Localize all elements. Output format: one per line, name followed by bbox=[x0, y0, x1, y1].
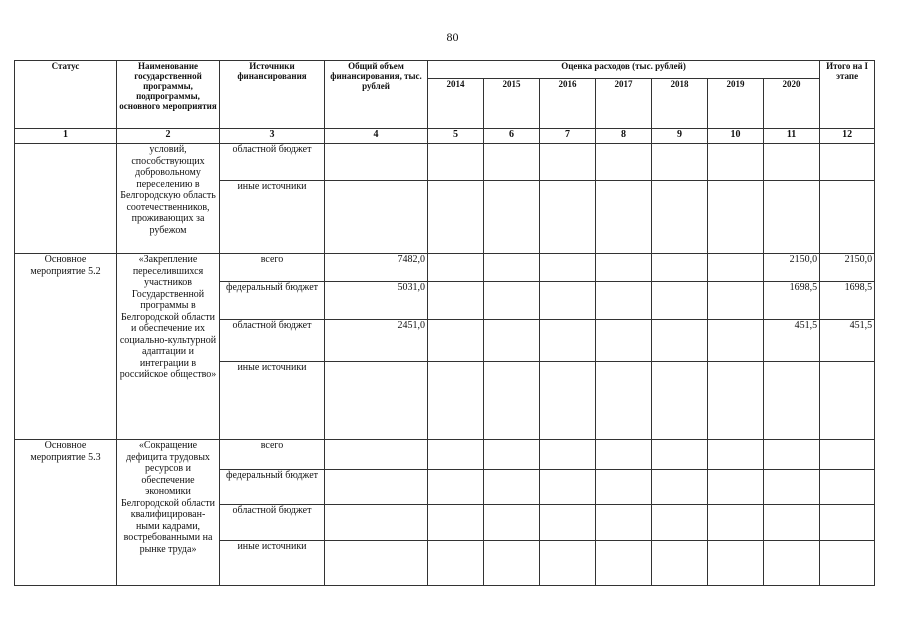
total-cell bbox=[325, 505, 428, 541]
stage-total-cell: 2150,0 bbox=[820, 254, 875, 282]
header-estimate: Оценка расходов (тыс. рублей) bbox=[428, 61, 820, 79]
event-name-cell: «Сокращение дефицита трудовых ресурсов и обеспечение экономики Белгородской области квалифицирован-ными кадрами, востребованными на рынке труда» bbox=[117, 440, 220, 586]
stage-total-cell bbox=[820, 362, 875, 440]
total-cell: 7482,0 bbox=[325, 254, 428, 282]
header-year: 2014 bbox=[428, 79, 484, 129]
year-2020-cell bbox=[764, 440, 820, 470]
year-2020-cell bbox=[764, 470, 820, 505]
header-stage-total: Итого на I этапе bbox=[820, 61, 875, 129]
total-cell: 5031,0 bbox=[325, 282, 428, 320]
stage-total-cell bbox=[820, 505, 875, 541]
year-2020-cell bbox=[764, 505, 820, 541]
column-number: 4 bbox=[325, 129, 428, 144]
year-2020-cell: 2150,0 bbox=[764, 254, 820, 282]
header-sources: Источники финансирования bbox=[220, 61, 325, 129]
source-cell: областной бюджет bbox=[220, 320, 325, 362]
column-number: 9 bbox=[652, 129, 708, 144]
column-number: 3 bbox=[220, 129, 325, 144]
column-number: 11 bbox=[764, 129, 820, 144]
column-number: 1 bbox=[15, 129, 117, 144]
source-cell: иные источники bbox=[220, 541, 325, 586]
source-cell: иные источники bbox=[220, 181, 325, 254]
total-cell bbox=[325, 362, 428, 440]
table-row bbox=[15, 440, 875, 470]
event-name-cell: условий, способствующих добровольному переселению в Белгородскую область соотечественников, проживающих за рубежом bbox=[117, 144, 220, 254]
status-cell: Основное мероприятие 5.3 bbox=[15, 440, 117, 586]
stage-total-cell bbox=[820, 440, 875, 470]
year-2020-cell: 451,5 bbox=[764, 320, 820, 362]
column-number: 8 bbox=[596, 129, 652, 144]
header-year: 2015 bbox=[484, 79, 540, 129]
table-row bbox=[15, 144, 875, 181]
total-cell bbox=[325, 181, 428, 254]
year-2020-cell: 1698,5 bbox=[764, 282, 820, 320]
source-cell: федеральный бюджет bbox=[220, 282, 325, 320]
source-cell: всего bbox=[220, 254, 325, 282]
column-number: 12 bbox=[820, 129, 875, 144]
total-cell: 2451,0 bbox=[325, 320, 428, 362]
column-number-row bbox=[15, 129, 875, 144]
stage-total-cell bbox=[820, 144, 875, 181]
total-cell bbox=[325, 144, 428, 181]
source-cell: иные источники bbox=[220, 362, 325, 440]
stage-total-cell: 451,5 bbox=[820, 320, 875, 362]
stage-total-cell: 1698,5 bbox=[820, 282, 875, 320]
event-name-cell: «Закрепление переселившихся участников Государственной программы в Белгородской области и обеспечение их социально-культурной адаптации и интеграции в российское общество» bbox=[117, 254, 220, 440]
page-number: 80 bbox=[446, 30, 459, 44]
stage-total-cell bbox=[820, 470, 875, 505]
source-cell: областной бюджет bbox=[220, 505, 325, 541]
column-number: 5 bbox=[428, 129, 484, 144]
year-2020-cell bbox=[764, 541, 820, 586]
header-name: Наименование государственной программы, подпрограммы, основного мероприятия bbox=[117, 61, 220, 129]
column-number: 7 bbox=[540, 129, 596, 144]
column-number: 2 bbox=[117, 129, 220, 144]
year-2020-cell bbox=[764, 181, 820, 254]
header-year: 2020 bbox=[764, 79, 820, 129]
header-status: Статус bbox=[15, 61, 117, 129]
column-number: 6 bbox=[484, 129, 540, 144]
source-cell: всего bbox=[220, 440, 325, 470]
column-number: 10 bbox=[708, 129, 764, 144]
header-year: 2019 bbox=[708, 79, 764, 129]
total-cell bbox=[325, 470, 428, 505]
source-cell: федеральный бюджет bbox=[220, 470, 325, 505]
source-cell: областной бюджет bbox=[220, 144, 325, 181]
header-year: 2018 bbox=[652, 79, 708, 129]
header-row-top bbox=[15, 61, 875, 79]
year-2020-cell bbox=[764, 362, 820, 440]
total-cell bbox=[325, 440, 428, 470]
year-2020-cell bbox=[764, 144, 820, 181]
header-year: 2016 bbox=[540, 79, 596, 129]
table-row bbox=[15, 254, 875, 282]
header-total: Общий объем финансирования, тыс. рублей bbox=[325, 61, 428, 129]
total-cell bbox=[325, 541, 428, 586]
budget-table bbox=[14, 60, 875, 586]
status-cell: Основное мероприятие 5.2 bbox=[15, 254, 117, 440]
stage-total-cell bbox=[820, 541, 875, 586]
status-cell bbox=[15, 144, 117, 254]
stage-total-cell bbox=[820, 181, 875, 254]
header-year: 2017 bbox=[596, 79, 652, 129]
